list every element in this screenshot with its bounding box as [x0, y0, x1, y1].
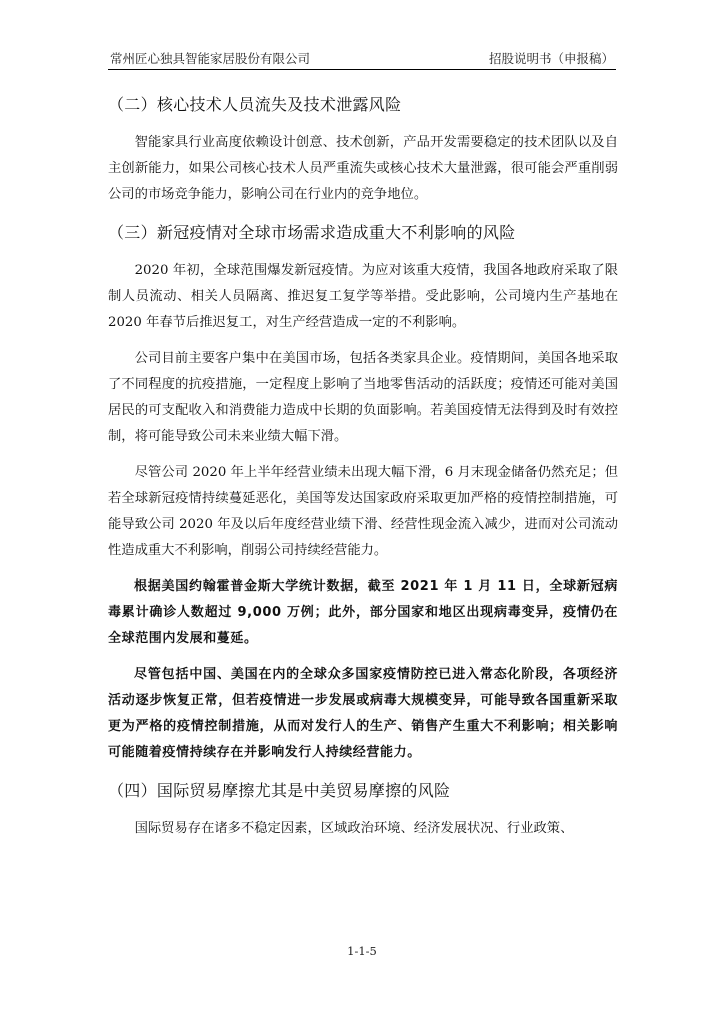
paragraph-covid-outbreak: 2020 年初，全球范围爆发新冠疫情。为应对该重大疫情，我国各地政府采取了限制人员流动、相关人员隔离、推迟复工复学等举措。受此影响，公司境内生产基地在 2020 年春节后推迟复工，对生产经营造成一定的不利影响。	[108, 263, 618, 330]
paragraph-core-tech-risk: 智能家具行业高度依赖设计创意、技术创新，产品开发需要稳定的技术团队以及自主创新能力，如果公司核心技术人员严重流失或核心技术大量泄露，很可能会严重削弱公司的市场竞争能力，影响公司在行业内的竞争地位。	[108, 135, 618, 202]
header-document-type: 招股说明书（申报稿）	[488, 51, 614, 66]
paragraph-normalization-risk: 尽管包括中国、美国在内的全球众多国家疫情防控已进入常态化阶段，各项经济活动逐步恢复正常，但若疫情进一步发展或病毒大规模变异，可能导致各国重新采取更为严格的疫情控制措施，从而对发行人的生产、销售产生重大不利影响；相关影响可能随着疫情持续存在并影响发行人持续经营能力。	[108, 667, 618, 760]
header-company-name: 常州匠心独具智能家居股份有限公司	[110, 51, 311, 66]
section-heading-trade-friction: （四）国际贸易摩擦尤其是中美贸易摩擦的风险	[108, 781, 451, 800]
paragraph-us-market: 公司目前主要客户集中在美国市场，包括各类家具企业。疫情期间，美国各地采取了不同程度的抗疫措施，一定程度上影响了当地零售活动的活跃度；疫情还可能对美国居民的可支配收入和消费能力造成中长期的负面影响。若美国疫情无法得到及时有效控制，将可能导致公司未来业绩大幅下滑。	[108, 351, 618, 444]
header-divider	[108, 69, 616, 70]
paragraph-trade-uncertainty: 国际贸易存在诸多不稳定因素，区域政治环境、经济发展状况、行业政策、	[134, 821, 574, 836]
section-heading-covid: （三）新冠疫情对全球市场需求造成重大不利影响的风险	[108, 223, 516, 242]
page-body	[108, 90, 618, 842]
section-heading-core-tech: （二）核心技术人员流失及技术泄露风险	[108, 95, 402, 114]
paragraph-jhu-statistics: 根据美国约翰霍普金斯大学统计数据，截至 2021 年 1 月 11 日，全球新冠病毒累计确诊人数超过 9,000 万例；此外，部分国家和地区出现病毒变异，疫情仍在全球范围内发展和蔓延。	[108, 579, 618, 646]
paragraph-performance: 尽管公司 2020 年上半年经营业绩未出现大幅下滑，6 月末现金储备仍然充足；但若全球新冠疫情持续蔓延恶化，美国等发达国家政府采取更加严格的疫情控制措施，可能导致公司 2020 年及以后年度经营业绩下滑、经营性现金流入减少，进而对公司流动性造成重大不利影响，削弱公司持续经营能力。	[108, 465, 618, 558]
page-number: 1-1-5	[347, 944, 377, 958]
